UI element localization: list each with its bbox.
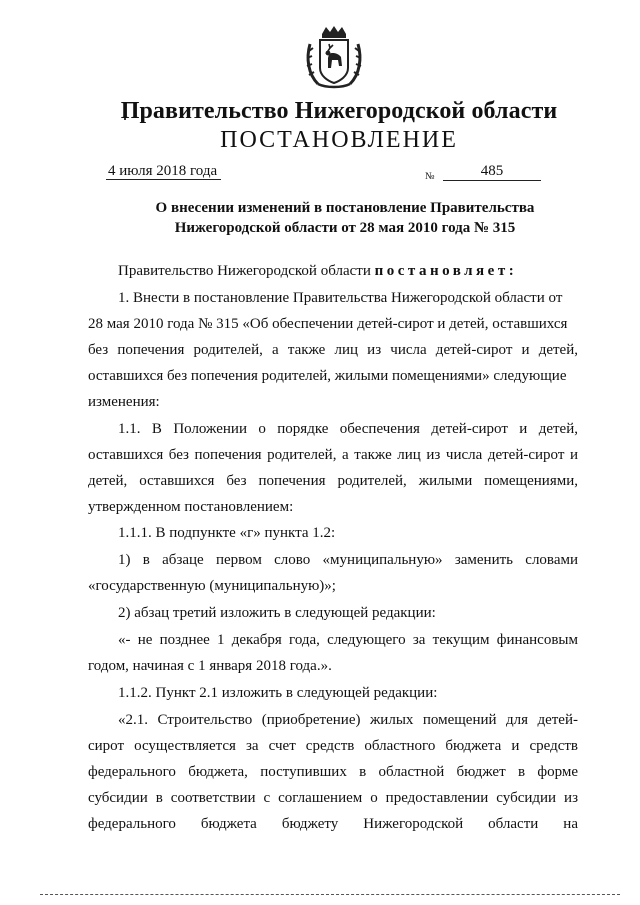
paragraph-line: 1.1.1. В подпункте «г» пункта 1.2: xyxy=(118,525,336,541)
intro-verb: постановляет: xyxy=(374,263,518,279)
subject-line: Нижегородской области от 28 мая 2010 года № 315 xyxy=(174,220,516,236)
paragraph-line: без попечения родителей, а также лиц из числа детей-сирот и детей, xyxy=(88,342,578,358)
document-body xyxy=(88,258,578,837)
paragraph-line: 1.1.2. Пункт 2.1 изложить в следующей редакции: xyxy=(118,685,438,701)
paragraph-line: сирот осуществляется за счет средств областного бюджета и средств xyxy=(88,738,578,754)
paragraph-line: детей, оставшихся без попечения родителей, жилыми помещениями, xyxy=(88,473,578,489)
paragraph-line: федерального бюджета бюджету Нижегородской области на xyxy=(88,816,578,832)
government-title: Правительство Нижегородской области xyxy=(120,98,558,124)
paragraph-line: 2) абзац третий изложить в следующей редакции: xyxy=(118,605,436,621)
paragraph-line: годом, начиная с 1 января 2018 года.». xyxy=(88,658,332,674)
intro-prefix: Правительство Нижегородской области xyxy=(118,263,371,279)
paragraph-line: «государственную (муниципальную)»; xyxy=(88,578,336,594)
coat-of-arms-icon xyxy=(304,24,364,90)
paragraph-line: федерального бюджета, поступивших в областной бюджет в форме xyxy=(88,764,578,780)
document-type: ПОСТАНОВЛЕНИЕ xyxy=(220,127,458,153)
paragraph-line: изменения: xyxy=(88,394,160,410)
document-date: 4 июля 2018 года xyxy=(106,163,221,180)
page-bottom-edge xyxy=(40,894,620,895)
paragraph-line: субсидии в соответствии с соглашением о предоставлении субсидии из xyxy=(88,790,578,806)
paragraph-line: 1. Внести в постановление Правительства Нижегородской области от xyxy=(118,290,563,306)
number-sign: № xyxy=(425,171,435,182)
paragraph-line: оставшихся без попечения родителей, а также лиц из числа детей-сирот и xyxy=(88,447,578,463)
paragraph-line: 28 мая 2010 года № 315 «Об обеспечении детей-сирот и детей, оставшихся xyxy=(88,316,568,332)
subject-line: О внесении изменений в постановление Правительства xyxy=(155,200,535,216)
paragraph-line: «- не позднее 1 декабря года, следующего за текущим финансовым xyxy=(118,632,578,648)
paragraph-line: «2.1. Строительство (приобретение) жилых помещений для детей- xyxy=(118,712,578,728)
intro-paragraph xyxy=(88,258,578,284)
document-number: 485 xyxy=(443,162,541,181)
paragraph-line: 1.1. В Положении о порядке обеспечения детей-сирот и детей, xyxy=(118,421,578,437)
paragraph-line: 1) в абзаце первом слово «муниципальную» заменить словами xyxy=(118,552,578,568)
paragraph-line: утвержденном постановлением: xyxy=(88,499,294,515)
document-subject xyxy=(0,198,640,238)
paragraph-line: оставшихся без попечения родителей, жилыми помещениями» следующие xyxy=(88,368,567,384)
